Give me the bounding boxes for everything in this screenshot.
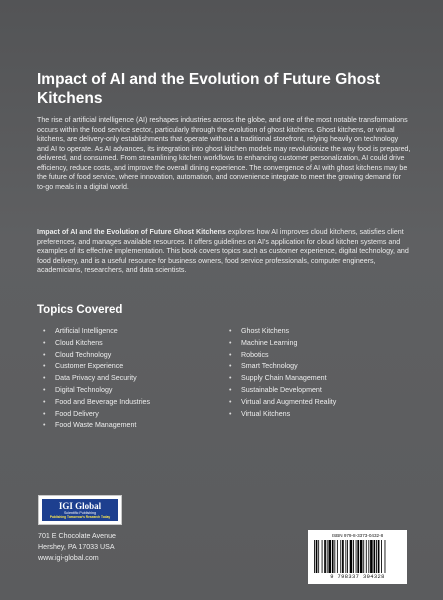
barcode-number: 9 798337 304328	[330, 574, 385, 580]
topic-item	[43, 338, 150, 350]
bullet-icon: •	[43, 397, 46, 406]
topic-label: Food Delivery	[55, 409, 99, 418]
topic-item	[229, 409, 336, 421]
topic-label: Cloud Technology	[55, 350, 112, 359]
topic-item	[229, 326, 336, 338]
topic-item	[229, 385, 336, 397]
bullet-icon: •	[43, 409, 46, 418]
topic-label: Digital Technology	[55, 385, 113, 394]
logo-subtitle: Scientific Publishing	[64, 510, 96, 515]
topic-label: Robotics	[241, 350, 269, 359]
publisher-website[interactable]: www.igi-global.com	[38, 554, 99, 562]
bullet-icon: •	[229, 409, 232, 418]
topic-label: Ghost Kitchens	[241, 327, 290, 335]
bullet-icon: •	[229, 374, 232, 383]
topic-label: Customer Experience	[55, 362, 124, 371]
topic-item	[43, 373, 150, 385]
topic-item	[43, 420, 150, 432]
barcode-icon	[314, 540, 401, 573]
bullet-icon: •	[229, 338, 232, 347]
topics-heading: Topics Covered	[37, 304, 123, 316]
address-street: 701 E Chocolate Avenue	[38, 532, 116, 540]
topic-label: Data Privacy and Security	[55, 374, 137, 383]
topic-label: Food Waste Management	[55, 421, 137, 430]
topics-list-right	[229, 326, 336, 420]
address-city: Hershey, PA 17033 USA	[38, 543, 115, 551]
description-paragraph-2-text: explores how AI improves cloud kitchens, satisfies client preferences, and manages available resources. It offers guidelines on AI's application for cloud kitchen systems and examples of its effective implementation. This book covers topics such as customer experience, digital technology, and food delivery, and is a useful resource for business owners, food service professionals, computer engineers, academicians, researchers, and data scientists.	[37, 228, 409, 275]
publisher-address	[38, 531, 116, 564]
bullet-icon: •	[229, 350, 232, 359]
topic-item	[229, 338, 336, 350]
barcode-box	[308, 530, 407, 584]
topic-label: Smart Technology	[241, 362, 298, 371]
bullet-icon: •	[229, 327, 232, 335]
topic-item	[43, 350, 150, 362]
topic-label: Machine Learning	[241, 338, 298, 347]
bullet-icon: •	[43, 362, 46, 371]
logo-tagline: Publishing Tomorrow's Research Today	[49, 514, 111, 519]
topic-item	[43, 397, 150, 409]
book-title: Impact of AI and the Evolution of Future Ghost Kitchens	[37, 71, 380, 107]
topic-item	[43, 385, 150, 397]
topic-item	[43, 326, 150, 338]
topic-label: Food and Beverage Industries	[55, 397, 151, 406]
bullet-icon: •	[229, 385, 232, 394]
topic-label: Sustainable Development	[241, 385, 322, 394]
bullet-icon: •	[229, 362, 232, 371]
description-paragraph-1: The rise of artificial intelligence (AI) reshapes industries across the globe, and one of the most notable transformations occurs within the food service sector, particularly through the evolution of ghost kitchens. Ghost kitchens, or virtual kitchens, are delivery-only establishments that operate without a traditional storefront, relying heavily on technology and AI to operate. As AI advances, its integration into ghost kitchen models may revolutionize the way food is prepared, delivered, and consumed. From streamlining kitchen workflows to enhancing customer personalization, AI could drive efficiency, reduce costs, and improve the overall dining experience. The convergence of AI with ghost kitchens may be the future of food service, where innovation, automation, and convenience integrate to meet the growing demand for to-go meals in a digital world.	[37, 116, 411, 191]
topic-label: Virtual and Augmented Reality	[241, 397, 337, 406]
igi-global-logo	[38, 495, 122, 525]
isbn-label: ISBN 979-8-3373-0432-8	[331, 533, 384, 538]
topic-label: Virtual Kitchens	[241, 409, 291, 418]
description-book-title: Impact of AI and the Evolution of Future Ghost Kitchens	[37, 228, 226, 236]
topic-item	[229, 373, 336, 385]
topics-list-left	[43, 326, 150, 432]
bullet-icon: •	[43, 421, 46, 430]
logo-main-text: IGI Global	[58, 500, 102, 511]
topic-item	[229, 350, 336, 362]
bullet-icon: •	[43, 338, 46, 347]
bullet-icon: •	[43, 385, 46, 394]
topic-label: Supply Chain Management	[241, 374, 327, 383]
description-paragraph-2	[37, 228, 411, 276]
bullet-icon: •	[43, 327, 46, 335]
bullet-icon: •	[43, 350, 46, 359]
topic-label: Artificial Intelligence	[55, 327, 118, 335]
topic-item	[43, 409, 150, 421]
topic-label: Cloud Kitchens	[55, 338, 103, 347]
topic-item	[43, 361, 150, 373]
bullet-icon: •	[229, 397, 232, 406]
topic-item	[229, 397, 336, 409]
logo-badge	[42, 499, 118, 521]
topic-item	[229, 361, 336, 373]
bullet-icon: •	[43, 374, 46, 383]
